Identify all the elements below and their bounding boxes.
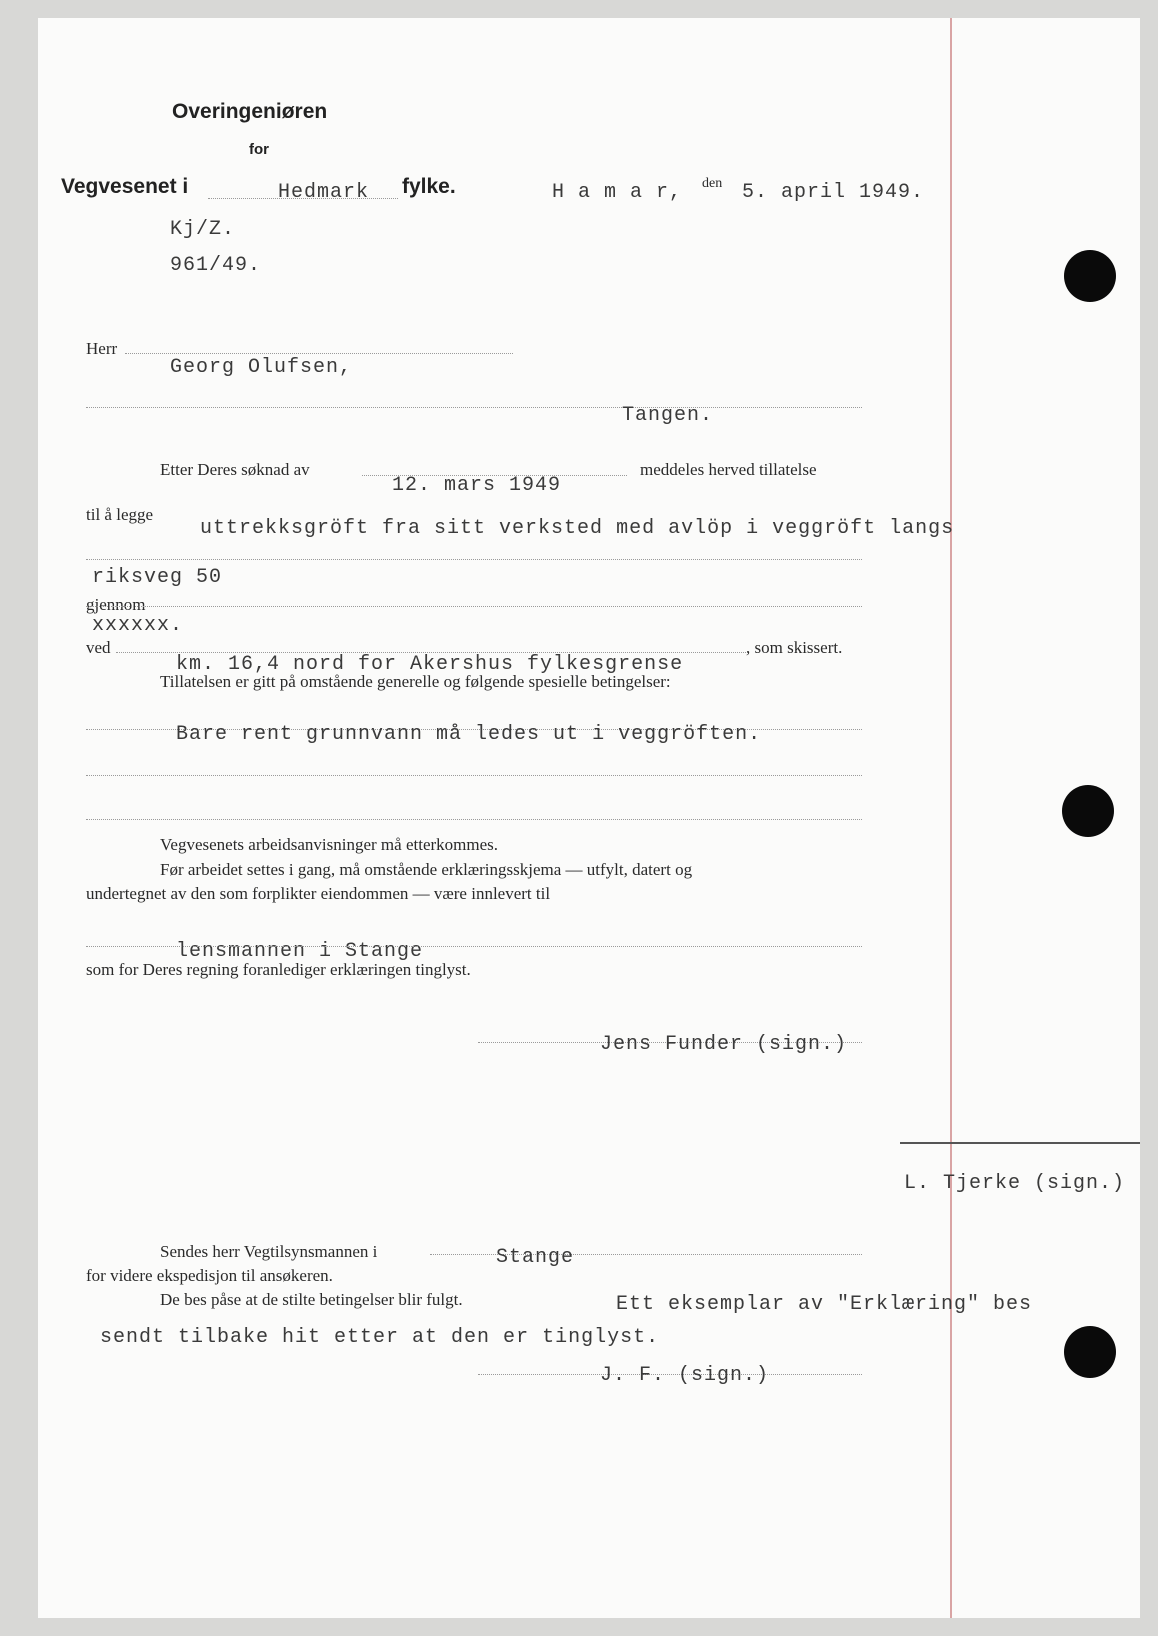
letter-date: 5. april 1949. [742,181,925,204]
til-label: til å legge [86,505,154,524]
application-date: 12. mars 1949 [392,474,562,497]
salutation: Herr [86,339,118,358]
letterhead-office-prefix: Vegvesenet i [61,175,189,198]
instructions-line1: Vegvesenets arbeidsanvisninger må etterkommes. [160,835,499,854]
punch-hole-middle [1062,785,1114,837]
margin-line [950,18,952,1618]
recipient-place: Tangen. [622,404,714,427]
instructions-line3: undertegnet av den som forplikter eiendommen — være innlevert til [86,884,551,903]
special-condition-1: Bare rent grunnvann må ledes ut i veggröften. [176,723,762,746]
county-name: Hedmark [278,181,370,204]
work-description-line2: riksveg 50 [92,566,223,589]
letterhead-title: Overingeniøren [172,100,328,123]
deliver-to: lensmannen i Stange [176,940,424,963]
punch-hole-bottom [1064,1326,1116,1378]
etter-label: Etter Deres søknad av [160,460,310,479]
ved-label: ved [86,638,111,657]
footer-line2: for videre ekspedisjon til ansøkeren. [86,1266,333,1285]
punch-hole-top [1064,250,1116,302]
ved-value: km. 16,4 nord for Akershus fylkesgrense [176,653,684,676]
letter-place: H a m a r, [552,181,683,204]
signature-1: Jens Funder (sign.) [600,1033,848,1056]
den-label [702,176,722,192]
signature-3: J. F. (sign.) [600,1364,770,1387]
gjennom-value: xxxxxx. [92,614,184,637]
recipient-name: Georg Olufsen, [170,356,353,379]
meddeles-label: meddeles herved tillatelse [640,460,817,479]
inspector-place: Stange [496,1246,575,1269]
reference-initials: Kj/Z. [170,218,236,241]
signature-2: L. Tjerke (sign.) [904,1172,1126,1195]
work-description-line1: uttrekksgröft fra sitt verksted med avlöp i veggröft langs [200,517,955,540]
letterhead-for: for [249,141,269,158]
reference-number: 961/49. [170,254,262,277]
footer-line3: De bes påse at de stilte betingelser blir fulgt. [160,1290,463,1309]
instructions-line2: Før arbeidet settes i gang, må omstående erklæringsskjema — utfylt, datert og [160,860,693,879]
instructions-line4: som for Deres regning foranlediger erklæringen tinglyst. [86,960,471,979]
den-text: den [702,176,723,191]
footer-note-line2: sendt tilbake hit etter at den er tinglyst. [100,1326,660,1349]
gjennom-label: gjennom [86,595,146,614]
footer-note-line1: Ett eksemplar av "Erklæring" bes [616,1293,1033,1316]
skissert-label: , som skissert. [746,638,843,657]
letterhead-office-suffix: fylke. [402,175,456,198]
footer-line1: Sendes herr Vegtilsynsmannen i [160,1242,378,1261]
conditions-intro: Tillatelsen er gitt på omstående generelle og følgende spesielle betingelser: [160,672,671,691]
